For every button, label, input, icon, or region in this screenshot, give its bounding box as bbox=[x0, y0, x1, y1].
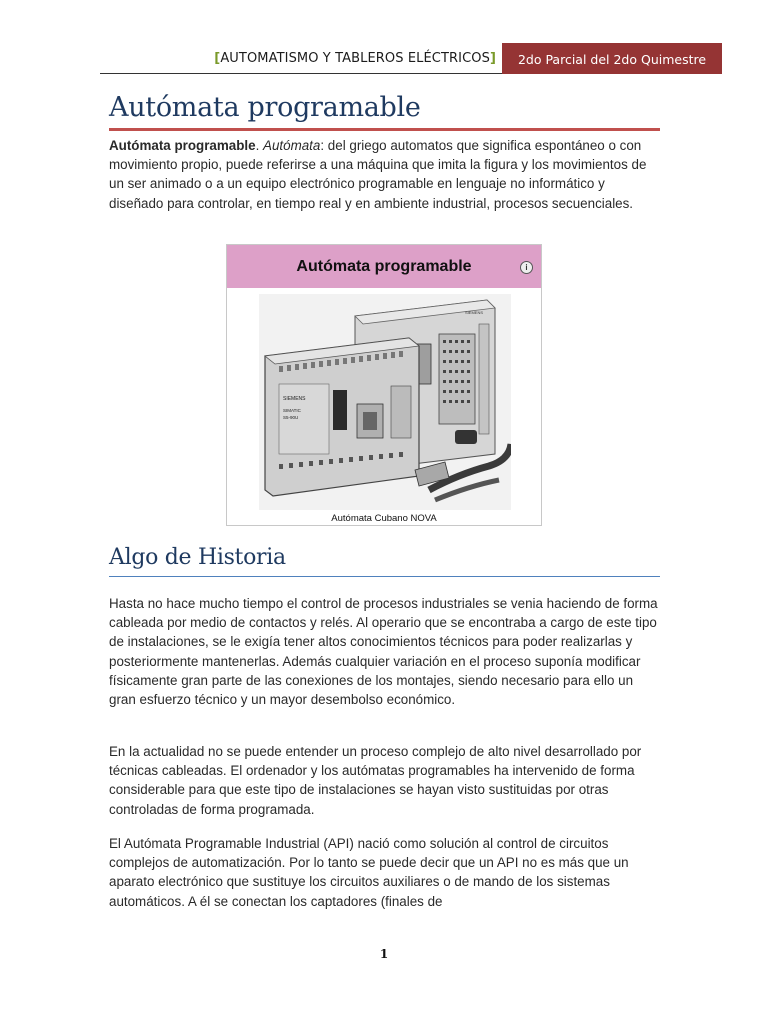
header-course-title: [AUTOMATISMO Y TABLEROS ELÉCTRICOS] bbox=[214, 51, 496, 66]
intro-separator: . bbox=[255, 138, 264, 153]
header-course-text: AUTOMATISMO Y TABLEROS ELÉCTRICOS bbox=[220, 51, 490, 66]
plc-model-label: S5-90U bbox=[283, 415, 299, 420]
plc-series-label: SIMATIC bbox=[283, 408, 301, 413]
header-rule bbox=[100, 73, 502, 74]
history-paragraph-3: El Autómata Programable Industrial (API) nació como solución al control de circuitos complejos de automatización. Por lo tanto se puede decir que un API no es más que un aparato electrónico que sustituye los circuitos auxiliares o de mando de los sistemas automáticos. A él se conectan los captadores (finales de bbox=[109, 836, 629, 909]
page-header bbox=[100, 43, 722, 74]
history-paragraph-1: Hasta no hace mucho tiempo el control de procesos industriales se venia haciendo de forma cableada por medio de contactos y relés. Al operario que se encontraba a cargo de este tipo de instalaciones, se le exigía tener altos conocimientos técnicos para poder realizarlas y posteriormente mantenerlas. Además cualquier variación en el proceso suponía modificar físicamente gran parte de las conexiones de los montajes, siendo necesario para ello un gran esfuerzo técnico y un mayor desembolso económico. bbox=[109, 596, 658, 708]
infobox-header bbox=[227, 245, 541, 288]
history-paragraph-2: En la actualidad no se puede entender un proceso complejo de alto nivel desarrollado por técnicas cableadas. El ordenador y los autómatas programables ha intervenido de forma considerable para que este tipo de instalaciones se hayan visto sustituidas por otras controladas de forma programada. bbox=[109, 744, 642, 817]
plc-brand-label: SIEMENS bbox=[283, 396, 306, 402]
intro-paragraph bbox=[109, 136, 660, 213]
plc-photo bbox=[259, 294, 511, 510]
infobox bbox=[226, 244, 542, 526]
page-title: Autómata programable bbox=[109, 92, 421, 123]
section-heading: Algo de Historia bbox=[109, 545, 286, 570]
header-term-badge: 2do Parcial del 2do Quimestre bbox=[502, 43, 722, 74]
info-icon[interactable]: i bbox=[520, 261, 533, 274]
intro-italic-term: Autómata bbox=[263, 138, 321, 153]
intro-text: : del griego automatos que significa espontáneo o con movimiento propio, puede referirse a una máquina que imita la figura y los movimientos de un ser animado o a un equipo electrónico programable en lenguaje no informático y diseñado para controlar, en tiempo real y en ambiente industrial, procesos secuenciales. bbox=[109, 138, 647, 211]
title-rule bbox=[109, 128, 660, 131]
section-rule bbox=[109, 576, 660, 577]
infobox-title: Autómata programable bbox=[296, 258, 472, 275]
rear-module-label: SIEMENS bbox=[465, 310, 484, 315]
intro-bold-term: Autómata programable bbox=[109, 138, 256, 153]
page-number: 1 bbox=[379, 947, 389, 961]
infobox-caption: Autómata Cubano NOVA bbox=[331, 513, 437, 524]
